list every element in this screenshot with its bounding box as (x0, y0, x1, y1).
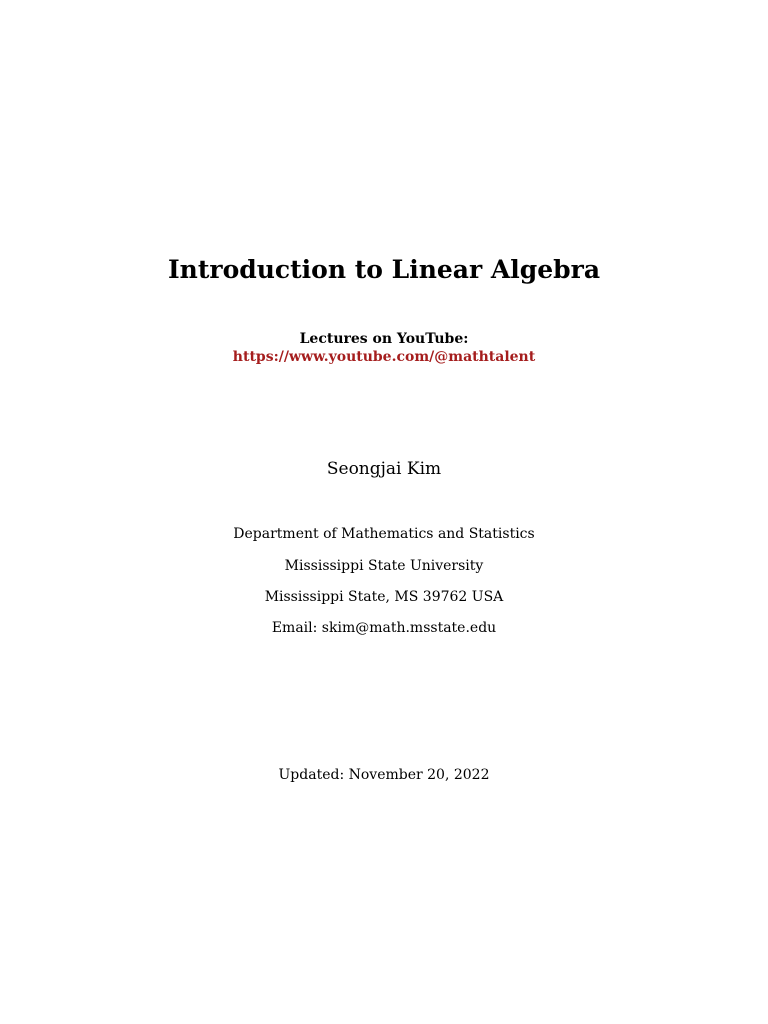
author-name: Seongjai Kim (326, 459, 442, 479)
lectures-label: Lectures on YouTube: (299, 331, 469, 347)
department-text: Department of Mathematics and Statistics (233, 526, 535, 542)
youtube-link[interactable]: https://www.youtube.com/@mathtalent (232, 349, 536, 365)
updated-date: Updated: November 20, 2022 (278, 767, 490, 783)
document-title: Introduction to Linear Algebra (167, 255, 601, 284)
email-text: Email: skim@math.msstate.edu (271, 620, 497, 636)
address-text: Mississippi State, MS 39762 USA (264, 589, 504, 605)
university-text: Mississippi State University (284, 558, 484, 574)
